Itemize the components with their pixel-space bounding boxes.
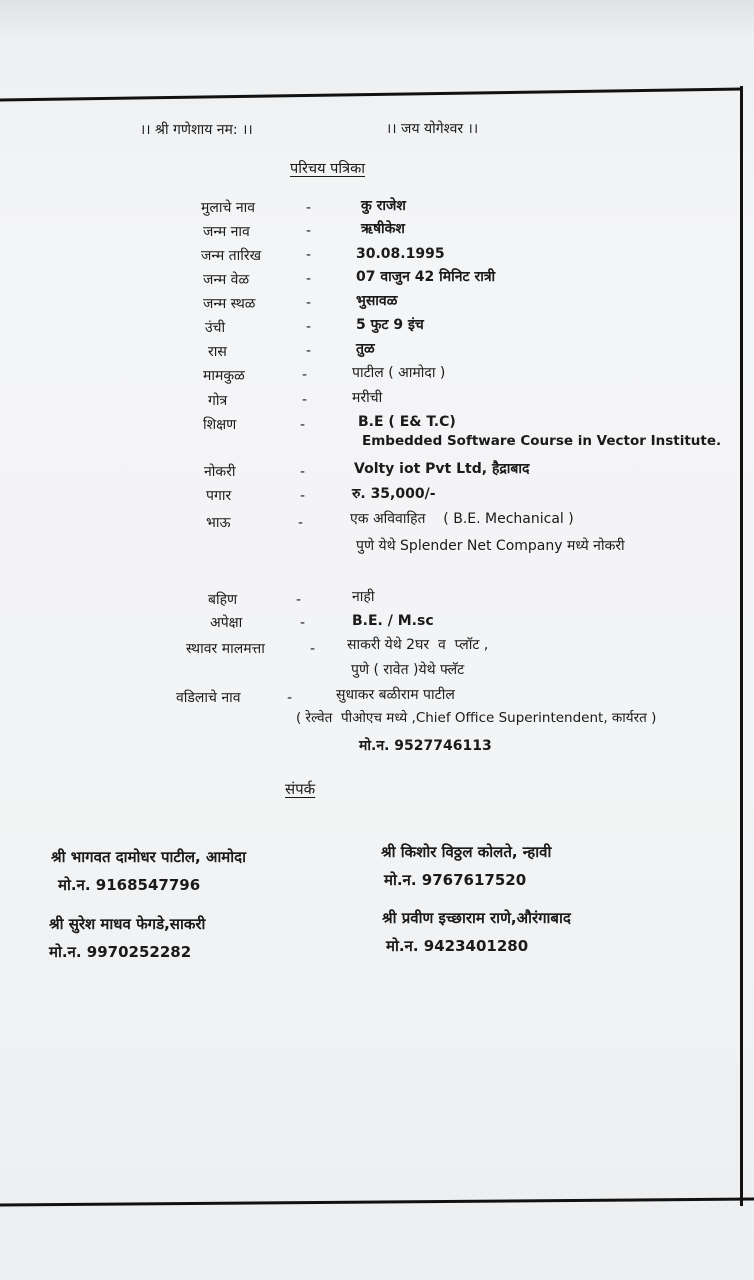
row-label: रास: [208, 344, 227, 360]
row-sep: -: [302, 367, 308, 383]
row-sep: -: [296, 592, 302, 608]
contact-phone: मो.न. 9168547796: [58, 876, 201, 894]
row-sep: -: [306, 200, 312, 216]
row-label: भाऊ: [206, 515, 231, 531]
contact-name: श्री सुरेश माधव फेगडे,साकरी: [49, 915, 206, 933]
row-label: नोकरी: [204, 464, 236, 480]
contact-name: श्री भागवत दामोधर पाटील, आमोदा: [51, 848, 246, 866]
row-value: 5 फुट 9 इंच: [356, 317, 424, 333]
father-phone: मो.न. 9527746113: [359, 738, 492, 754]
row-value: Volty iot Pvt Ltd, हैद्राबाद: [354, 461, 530, 477]
border-top: [0, 88, 754, 106]
row-sep: -: [300, 615, 306, 631]
row-label: गोत्र: [208, 393, 228, 409]
row-value-continued: पुणे येथे Splender Net Company मध्ये नोकरी: [356, 538, 625, 554]
row-sep: -: [300, 488, 306, 504]
row-sep: -: [306, 319, 312, 335]
invocation-right: ।। जय योगेश्वर ।।: [386, 121, 479, 137]
row-value: B.E. / M.sc: [352, 613, 434, 629]
row-label: स्थावर मालमत्ता: [186, 641, 265, 657]
row-label: जन्म नाव: [203, 224, 250, 240]
contact-phone: मो.न. 9423401280: [386, 937, 529, 955]
contact-name: श्री किशोर विठ्ठल कोलते, न्हावी: [381, 843, 552, 861]
row-value-continued: पुणे ( रावेत )येथे फ्लॅट: [351, 662, 465, 678]
row-label: जन्म तारिख: [201, 248, 262, 264]
row-value: पाटील ( आमोदा ): [352, 365, 446, 381]
row-sep: -: [302, 392, 308, 408]
row-label: पगार: [206, 488, 232, 504]
row-label: अपेक्षा: [210, 615, 243, 631]
row-sep: -: [306, 295, 312, 311]
contact-phone: मो.न. 9767617520: [384, 871, 527, 889]
page-title: परिचय पत्रिका: [290, 161, 366, 177]
contact-name: श्री प्रवीण इच्छाराम राणे,औरंगाबाद: [382, 909, 571, 927]
row-label: जन्म स्थळ: [203, 296, 256, 312]
row-value: नाही: [352, 589, 375, 605]
invocation-left: ।। श्री गणेशाय नम: ।।: [140, 122, 253, 138]
row-value: 30.08.1995: [356, 246, 445, 262]
row-sep: -: [306, 343, 312, 359]
border-bottom: [0, 1196, 754, 1210]
row-value: B.E ( E& T.C): [358, 414, 456, 430]
row-label: शिक्षण: [203, 417, 237, 433]
border-right: [740, 86, 743, 1206]
row-value: ऋषीकेश: [361, 221, 405, 237]
row-value: कु राजेश: [361, 198, 406, 214]
row-value-continued: ( रेल्वेत पीओएच मध्ये ,Chief Office Superintendent, कार्यरत ): [296, 710, 657, 726]
contact-phone: मो.न. 9970252282: [49, 943, 192, 961]
row-label: जन्म वेळ: [203, 272, 250, 288]
row-value: सुधाकर बळीराम पाटील: [336, 687, 455, 703]
row-sep: -: [306, 223, 312, 239]
row-value: 07 वाजुन 42 मिनिट रात्री: [356, 269, 496, 285]
row-value: मरीची: [352, 390, 383, 406]
row-value: एक अविवाहित ( B.E. Mechanical ): [350, 511, 574, 527]
row-label: मुलाचे नाव: [201, 200, 256, 216]
row-sep: -: [298, 515, 304, 531]
row-value: साकरी येथे 2घर व प्लॉट ,: [347, 637, 489, 653]
contact-heading: संपर्क: [285, 780, 316, 798]
row-label: उंची: [205, 320, 226, 336]
row-sep: -: [300, 464, 306, 480]
row-value: तुळ: [356, 341, 375, 357]
row-sep: -: [306, 271, 312, 287]
row-label: मामकुळ: [203, 368, 245, 384]
row-sep: -: [306, 247, 312, 263]
row-value: रु. 35,000/-: [352, 486, 436, 502]
row-sep: -: [310, 641, 316, 657]
row-value: भुसावळ: [356, 293, 398, 309]
row-sep: -: [300, 417, 306, 433]
row-label: बहिण: [208, 592, 238, 608]
page-top-shadow: [0, 0, 754, 40]
row-value-continued: Embedded Software Course in Vector Institute.: [362, 433, 722, 449]
row-label: वडिलाचे नाव: [176, 690, 241, 706]
row-sep: -: [287, 690, 293, 706]
